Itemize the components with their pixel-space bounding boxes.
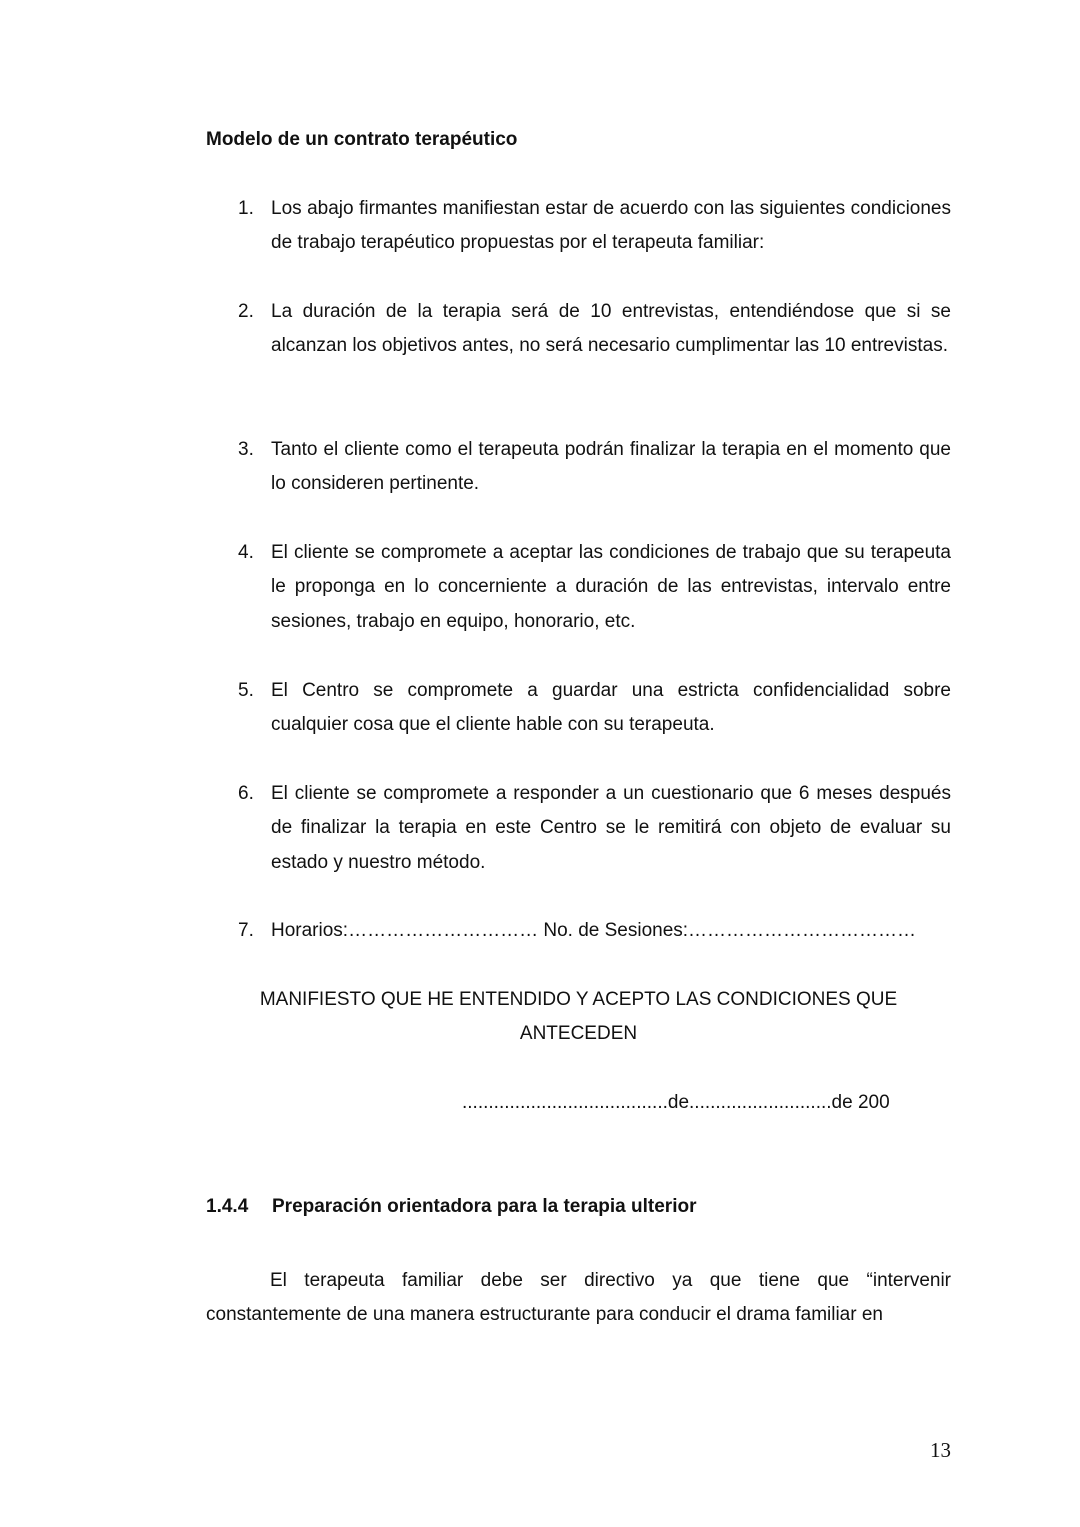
list-item-number: 7. bbox=[238, 920, 254, 941]
list-item-text: El cliente se compromete a responder a un cuestionario que 6 meses después de finalizar la terapia en este Centro se le remitirá con objeto de evaluar su estado y nuestro método. bbox=[271, 783, 951, 873]
list-item-text: Tanto el cliente como el terapeuta podrán finalizar la terapia en el momento que lo consideren pertinente. bbox=[271, 439, 951, 495]
list-item-number: 3. bbox=[238, 439, 254, 460]
section-heading bbox=[206, 1196, 696, 1218]
page-number: 13 bbox=[930, 1438, 951, 1462]
list-item-text: El Centro se compromete a guardar una estricta confidencialidad sobre cualquier cosa que el cliente hable con su terapeuta. bbox=[271, 680, 951, 736]
list-item-text: Los abajo firmantes manifiestan estar de acuerdo con las siguientes condiciones de trabajo terapéutico propuestas por el terapeuta familiar: bbox=[271, 198, 951, 254]
list-item-text: El cliente se compromete a aceptar las condiciones de trabajo que su terapeuta le proponga en lo concerniente a duración de las entrevistas, intervalo entre sesiones, trabajo en equipo, honorario, etc. bbox=[271, 542, 951, 632]
list-item-text: La duración de la terapia será de 10 entrevistas, entendiéndose que si se alcanzan los objetivos antes, no será necesario cumplimentar las 10 entrevistas. bbox=[271, 301, 951, 357]
list-item-number: 5. bbox=[238, 680, 254, 701]
list-item bbox=[238, 295, 951, 399]
date-fill-line: .......................................de...........................de 200 bbox=[462, 1092, 890, 1113]
declaration-line-2: ANTECEDEN bbox=[519, 1023, 638, 1044]
list-item-schedule bbox=[238, 914, 951, 950]
list-item-number: 1. bbox=[238, 198, 254, 219]
list-item bbox=[238, 536, 951, 640]
list-item bbox=[238, 777, 951, 881]
document-title: Modelo de un contrato terapéutico bbox=[206, 129, 518, 150]
list-item bbox=[238, 433, 951, 503]
body-paragraph: El terapeuta familiar debe ser directivo ya que tiene que “intervenir constantemente de una manera estructurante para conducir el drama familiar en bbox=[206, 1270, 951, 1326]
declaration-line-1: MANIFIESTO QUE HE ENTENDIDO Y ACEPTO LAS CONDICIONES QUE bbox=[259, 989, 898, 1010]
list-item-number: 2. bbox=[238, 301, 254, 322]
list-item-number: 4. bbox=[238, 542, 254, 563]
list-item bbox=[238, 674, 951, 744]
section-title: Preparación orientadora para la terapia ulterior bbox=[272, 1196, 697, 1217]
list-item-number: 6. bbox=[238, 783, 254, 804]
schedule-fill-line: Horarios:………………………… No. de Sesiones:……………………………… bbox=[271, 920, 917, 941]
list-item bbox=[238, 192, 951, 262]
section-number: 1.4.4 bbox=[206, 1196, 249, 1217]
